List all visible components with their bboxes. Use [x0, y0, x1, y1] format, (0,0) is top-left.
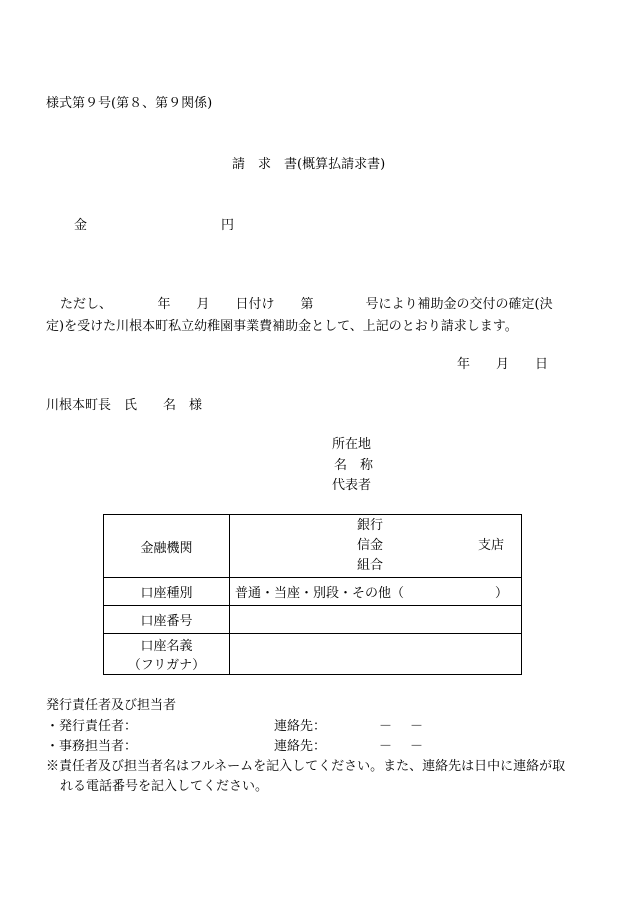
note-line-2: れる電話番号を記入してください。 [60, 779, 269, 794]
clerk-dash-2: － [410, 739, 424, 754]
table-row [104, 578, 522, 606]
applicant-name-label: 名 称 [334, 458, 374, 473]
document-title: 請 求 書(概算払請求書) [232, 157, 386, 172]
clerk-contact-label: 連絡先： [274, 739, 327, 754]
amount-suffix: 円 [221, 218, 235, 233]
responsible-heading: 発行責任者及び担当者 [46, 698, 177, 713]
account-name-field[interactable] [230, 634, 522, 675]
table-row [104, 515, 522, 578]
institution-label: 金融機関 [104, 515, 230, 578]
account-name-label-cell [104, 634, 230, 675]
date-line: 年 月 日 [457, 357, 549, 372]
institution-field[interactable] [230, 515, 522, 578]
body-line-2: 定)を受けた川根本町私立幼稚園事業費補助金として、上記のとおり請求します。 [46, 319, 518, 334]
form-number: 様式第９号(第８、第９関係) [46, 96, 213, 111]
account-number-field[interactable] [230, 606, 522, 634]
applicant-representative-label: 代表者 [332, 478, 372, 493]
clerk-label: ・事務担当者： [46, 739, 138, 754]
account-name-kana-label: （フリガナ） [127, 658, 206, 673]
shinkin-option: 信金 [357, 538, 384, 553]
issuer-dash-2: － [410, 719, 424, 734]
issuer-dash-1: － [379, 719, 393, 734]
table-row [104, 634, 522, 675]
account-type-field[interactable]: 普通・当座・別段・その他（ ） [230, 578, 522, 606]
branch-label: 支店 [478, 538, 505, 553]
applicant-address-label: 所在地 [332, 437, 372, 452]
issuer-label: ・発行責任者： [46, 719, 138, 734]
clerk-dash-1: － [379, 739, 393, 754]
amount-prefix: 金 [74, 218, 88, 233]
bank-account-table [103, 514, 522, 675]
table-row [104, 606, 522, 634]
bank-option: 銀行 [357, 518, 384, 533]
account-number-label: 口座番号 [104, 606, 230, 634]
addressee: 川根本町長 氏 名 様 [46, 398, 203, 413]
account-name-label: 口座名義 [140, 639, 193, 654]
account-type-label: 口座種別 [104, 578, 230, 606]
kumiai-option: 組合 [357, 558, 384, 573]
note-line-1: ※責任者及び担当者名はフルネームを記入してください。また、連絡先は日中に連絡が取 [46, 759, 566, 774]
issuer-contact-label: 連絡先： [274, 719, 327, 734]
body-line-1: ただし、 年 月 日付け 第 号により補助金の交付の確定(決 [60, 297, 553, 312]
